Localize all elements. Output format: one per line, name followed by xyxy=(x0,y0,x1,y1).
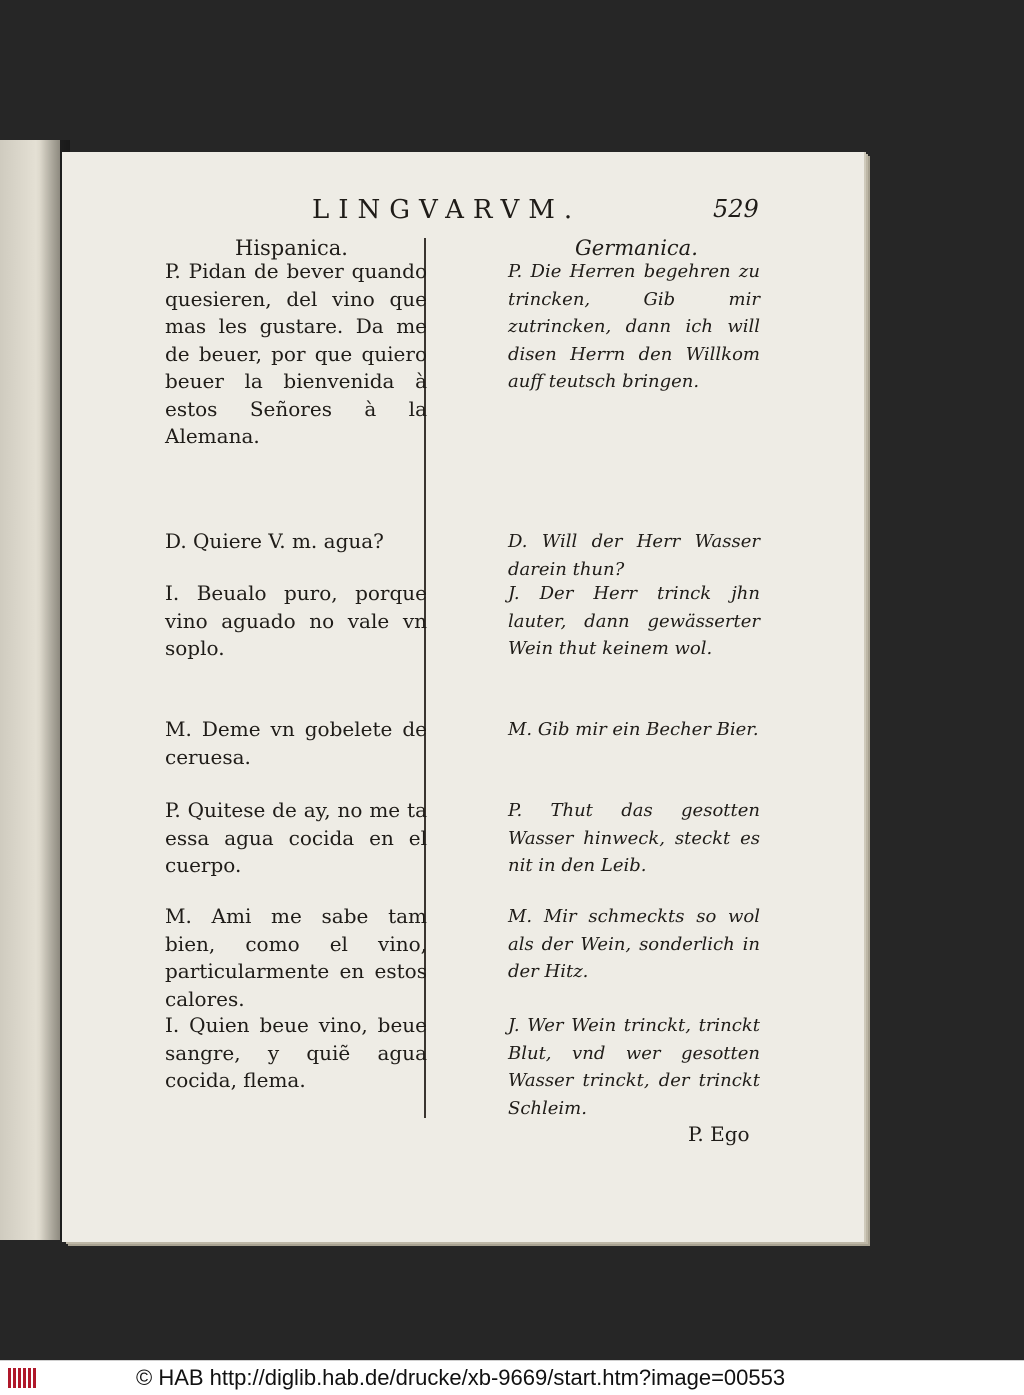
german-entry: M. Gib mir ein Becher Bier. xyxy=(508,719,759,740)
hab-logo-icon xyxy=(8,1368,38,1388)
german-entry: P. Thut das gesotten Wasser hinweck, steckt es nit in den Leib. xyxy=(508,800,760,876)
catchword: P. Ego xyxy=(688,1122,750,1146)
spanish-entry: M. Deme vn gobelete de ceruesa. xyxy=(165,717,427,769)
german-entry: P. Die Herren begehren zu trincken, Gib mir zutrincken, dann ich will disen Herrn den Willkom auff teutsch bringen. xyxy=(508,261,760,392)
column-heading-german: Germanica. xyxy=(575,236,698,260)
footer-bar xyxy=(0,1360,1024,1395)
copyright-link[interactable]: © HAB http://diglib.hab.de/drucke/xb-9669/start.htm?image=00553 xyxy=(136,1365,786,1390)
german-entry: J. Wer Wein trinckt, trinckt Blut, vnd wer gesotten Wasser trinckt, der trinckt Schleim. xyxy=(508,1015,760,1119)
page-number: 529 xyxy=(713,195,759,223)
column-heading-spanish: Hispanica. xyxy=(235,236,348,260)
spanish-entry: I. Quien beue vino, beue sangre, y quiẽ agua cocida, flema. xyxy=(165,1013,427,1092)
spanish-entry: D. Quiere V. m. agua? xyxy=(165,529,384,553)
spanish-entry: P. Pidan de bever quando quesieren, del vino que mas les gustare. Da me de beuer, por que quiero beuer la bienvenida à estos Señores à la Alemana. xyxy=(165,259,427,448)
spanish-entry: I. Beualo puro, porque vino aguado no vale vn soplo. xyxy=(165,581,427,660)
german-entry: D. Will der Herr Wasser darein thun? xyxy=(508,531,760,580)
running-head: LINGVARVM. xyxy=(312,195,582,225)
spanish-entry: P. Quitese de ay, no me ta essa agua cocida en el cuerpo. xyxy=(165,798,427,877)
german-entry: J. Der Herr trinck jhn lauter, dann gewässerter Wein thut keinem wol. xyxy=(508,583,760,659)
spanish-entry: M. Ami me sabe tam bien, como el vino, particularmente en estos calores. xyxy=(165,904,427,1011)
german-entry: M. Mir schmeckts so wol als der Wein, sonderlich in der Hitz. xyxy=(508,906,760,982)
